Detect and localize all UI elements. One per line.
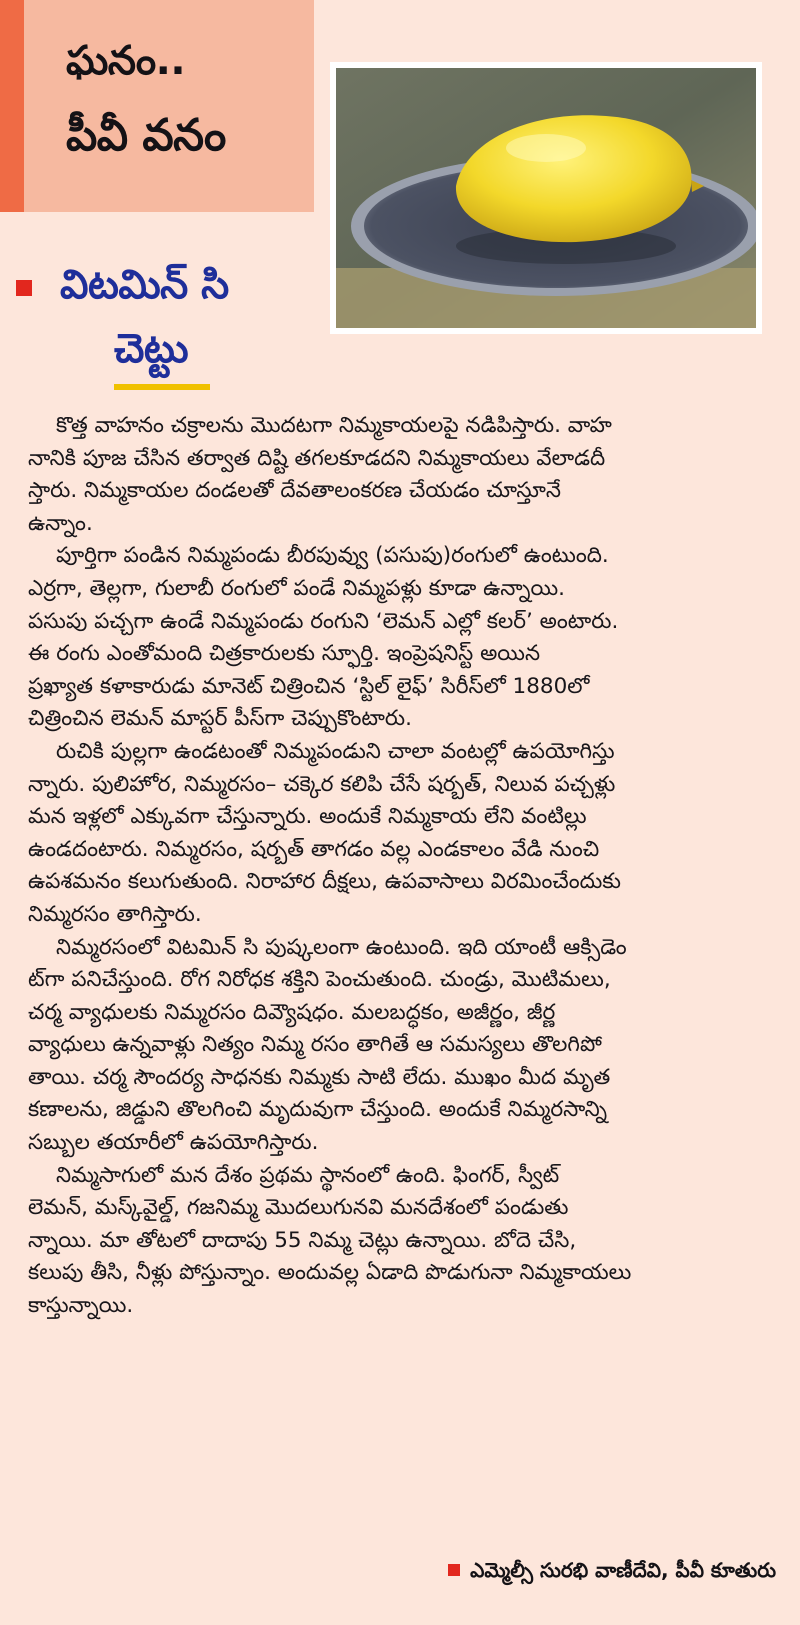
body-line: పసుపు పచ్చగా ఉండే నిమ్మపండు రంగుని ‘లెమన్ ఎల్లో కలర్’ అంటారు. bbox=[28, 608, 619, 634]
lemon-painting-photo bbox=[330, 62, 762, 334]
byline-text: ఎమ్మెల్సీ సురభి వాణీదేవి, పీవీ కూతురు bbox=[470, 1558, 776, 1582]
body-line: తాయి. చర్మ సౌందర్య సాధనకు నిమ్మకు సాటి లేదు. ముఖం మీద మృత bbox=[28, 1064, 611, 1090]
body-line: కలుపు తీసి, నీళ్లు పోస్తున్నాం. అందువల్ల ఏడాది పొడుగునా నిమ్మకాయలు bbox=[28, 1260, 632, 1286]
topic-title-line-1: విటమిన్ సి bbox=[60, 262, 229, 308]
author-byline bbox=[448, 1558, 776, 1587]
header-box bbox=[24, 0, 314, 212]
topic-bullet bbox=[16, 280, 32, 296]
body-line: నానికి పూజ చేసిన తర్వాత దిష్టి తగలకూడదని నిమ్మకాయలు వేలాడదీ bbox=[28, 445, 606, 471]
body-line: ప్రఖ్యాత కళాకారుడు మానెట్ చిత్రించిన ‘స్టిల్ లైఫ్’ సిరీస్‌లో 1880లో bbox=[28, 673, 590, 699]
header-title-line-2: పీవీ వనం bbox=[66, 110, 226, 161]
byline-bullet bbox=[448, 1564, 460, 1576]
body-line: ట్‌గా పనిచేస్తుంది. రోగ నిరోధక శక్తిని పెంచుతుంది. చుండ్రు, మొటిమలు, bbox=[28, 967, 611, 993]
body-line: ఉండదంటారు. నిమ్మరసం, షర్బత్ తాగడం వల్ల ఎండకాలం వేడి నుంచి bbox=[28, 836, 600, 862]
body-line: కణాలను, జిడ్డుని తొలగించి మృదువుగా చేస్తుంది. అందుకే నిమ్మరసాన్ని bbox=[28, 1097, 608, 1123]
body-line: కొత్త వాహనం చక్రాలను మొదటగా నిమ్మకాయలపై నడిపిస్తారు. వాహ bbox=[56, 413, 612, 438]
body-line: ఉన్నాం. bbox=[28, 510, 93, 536]
lemon-painting-image bbox=[336, 68, 756, 328]
body-line: నిమ్మరసంలో విటమిన్ సి పుష్కలంగా ఉంటుంది. ఇది యాంటీ ఆక్సిడెం bbox=[56, 934, 627, 960]
body-line: ఎర్రగా, తెల్లగా, గులాబీ రంగులో పండే నిమ్మపళ్లు కూడా ఉన్నాయి. bbox=[28, 575, 565, 601]
body-line: లెమన్, మస్క్‌వైల్డ్, గజనిమ్మ మొదలుగునవి మనదేశంలో పండుతు bbox=[28, 1195, 569, 1221]
body-line: వ్యాధులు ఉన్నవాళ్లు నిత్యం నిమ్మ రసం తాగితే ఆ సమస్యలు తొలగిపో bbox=[28, 1032, 602, 1058]
body-line: రుచికి పుల్లగా ఉండటంతో నిమ్మపండుని చాలా వంటల్లో ఉపయోగిస్తు bbox=[56, 738, 615, 764]
body-line: ఈ రంగు ఎంతోమంది చిత్రకారులకు స్ఫూర్తి. ఇంప్రెషనిస్ట్ అయిన bbox=[28, 641, 541, 667]
body-line: మన ఇళ్లలో ఎక్కువగా చేస్తున్నారు. అందుకే నిమ్మకాయ లేని వంటిల్లు bbox=[28, 804, 587, 830]
body-line: కాస్తున్నాయి. bbox=[28, 1293, 134, 1319]
body-line: సబ్బుల తయారీలో ఉపయోగిస్తారు. bbox=[28, 1130, 319, 1156]
body-line: న్నారు. పులిహోర, నిమ్మరసం– చక్కెర కలిపి చేసే షర్బత్, నిలువ పచ్చళ్లు bbox=[28, 771, 616, 797]
body-line: స్తారు. నిమ్మకాయల దండలతో దేవతాలంకరణ చేయడం చూస్తూనే bbox=[28, 478, 561, 504]
body-line: పూర్తిగా పండిన నిమ్మపండు బీరపువ్వు (పసుపు)రంగులో ఉంటుంది. bbox=[56, 543, 609, 569]
accent-bar bbox=[0, 0, 24, 212]
body-line: ఉపశమనం కలుగుతుంది. నిరాహార దీక్షలు, ఉపవాసాలు విరమించేందుకు bbox=[28, 869, 621, 895]
topic-title-line-2: చెట్టు bbox=[114, 326, 189, 372]
body-line: నిమ్మసాగులో మన దేశం ప్రథమ స్థానంలో ఉంది. ఫింగర్, స్వీట్ bbox=[56, 1162, 560, 1188]
header-title-line-1: ఘనం.. bbox=[66, 38, 186, 84]
body-line: న్నాయి. మా తోటలో దాదాపు 55 నిమ్మ చెట్లు ఉన్నాయి. బోదె చేసి, bbox=[28, 1227, 577, 1253]
topic-underline bbox=[114, 384, 210, 390]
article-body bbox=[28, 410, 780, 1323]
body-line: చర్మ వ్యాధులకు నిమ్మరసం దివ్యౌషధం. మలబద్ధకం, అజీర్ణం, జీర్ణ bbox=[28, 999, 556, 1025]
body-line: చిత్రించిన లెమన్ మాస్టర్ పీస్‌గా చెప్పుకొంటారు. bbox=[28, 706, 412, 732]
body-line: నిమ్మరసం తాగిస్తారు. bbox=[28, 901, 202, 927]
